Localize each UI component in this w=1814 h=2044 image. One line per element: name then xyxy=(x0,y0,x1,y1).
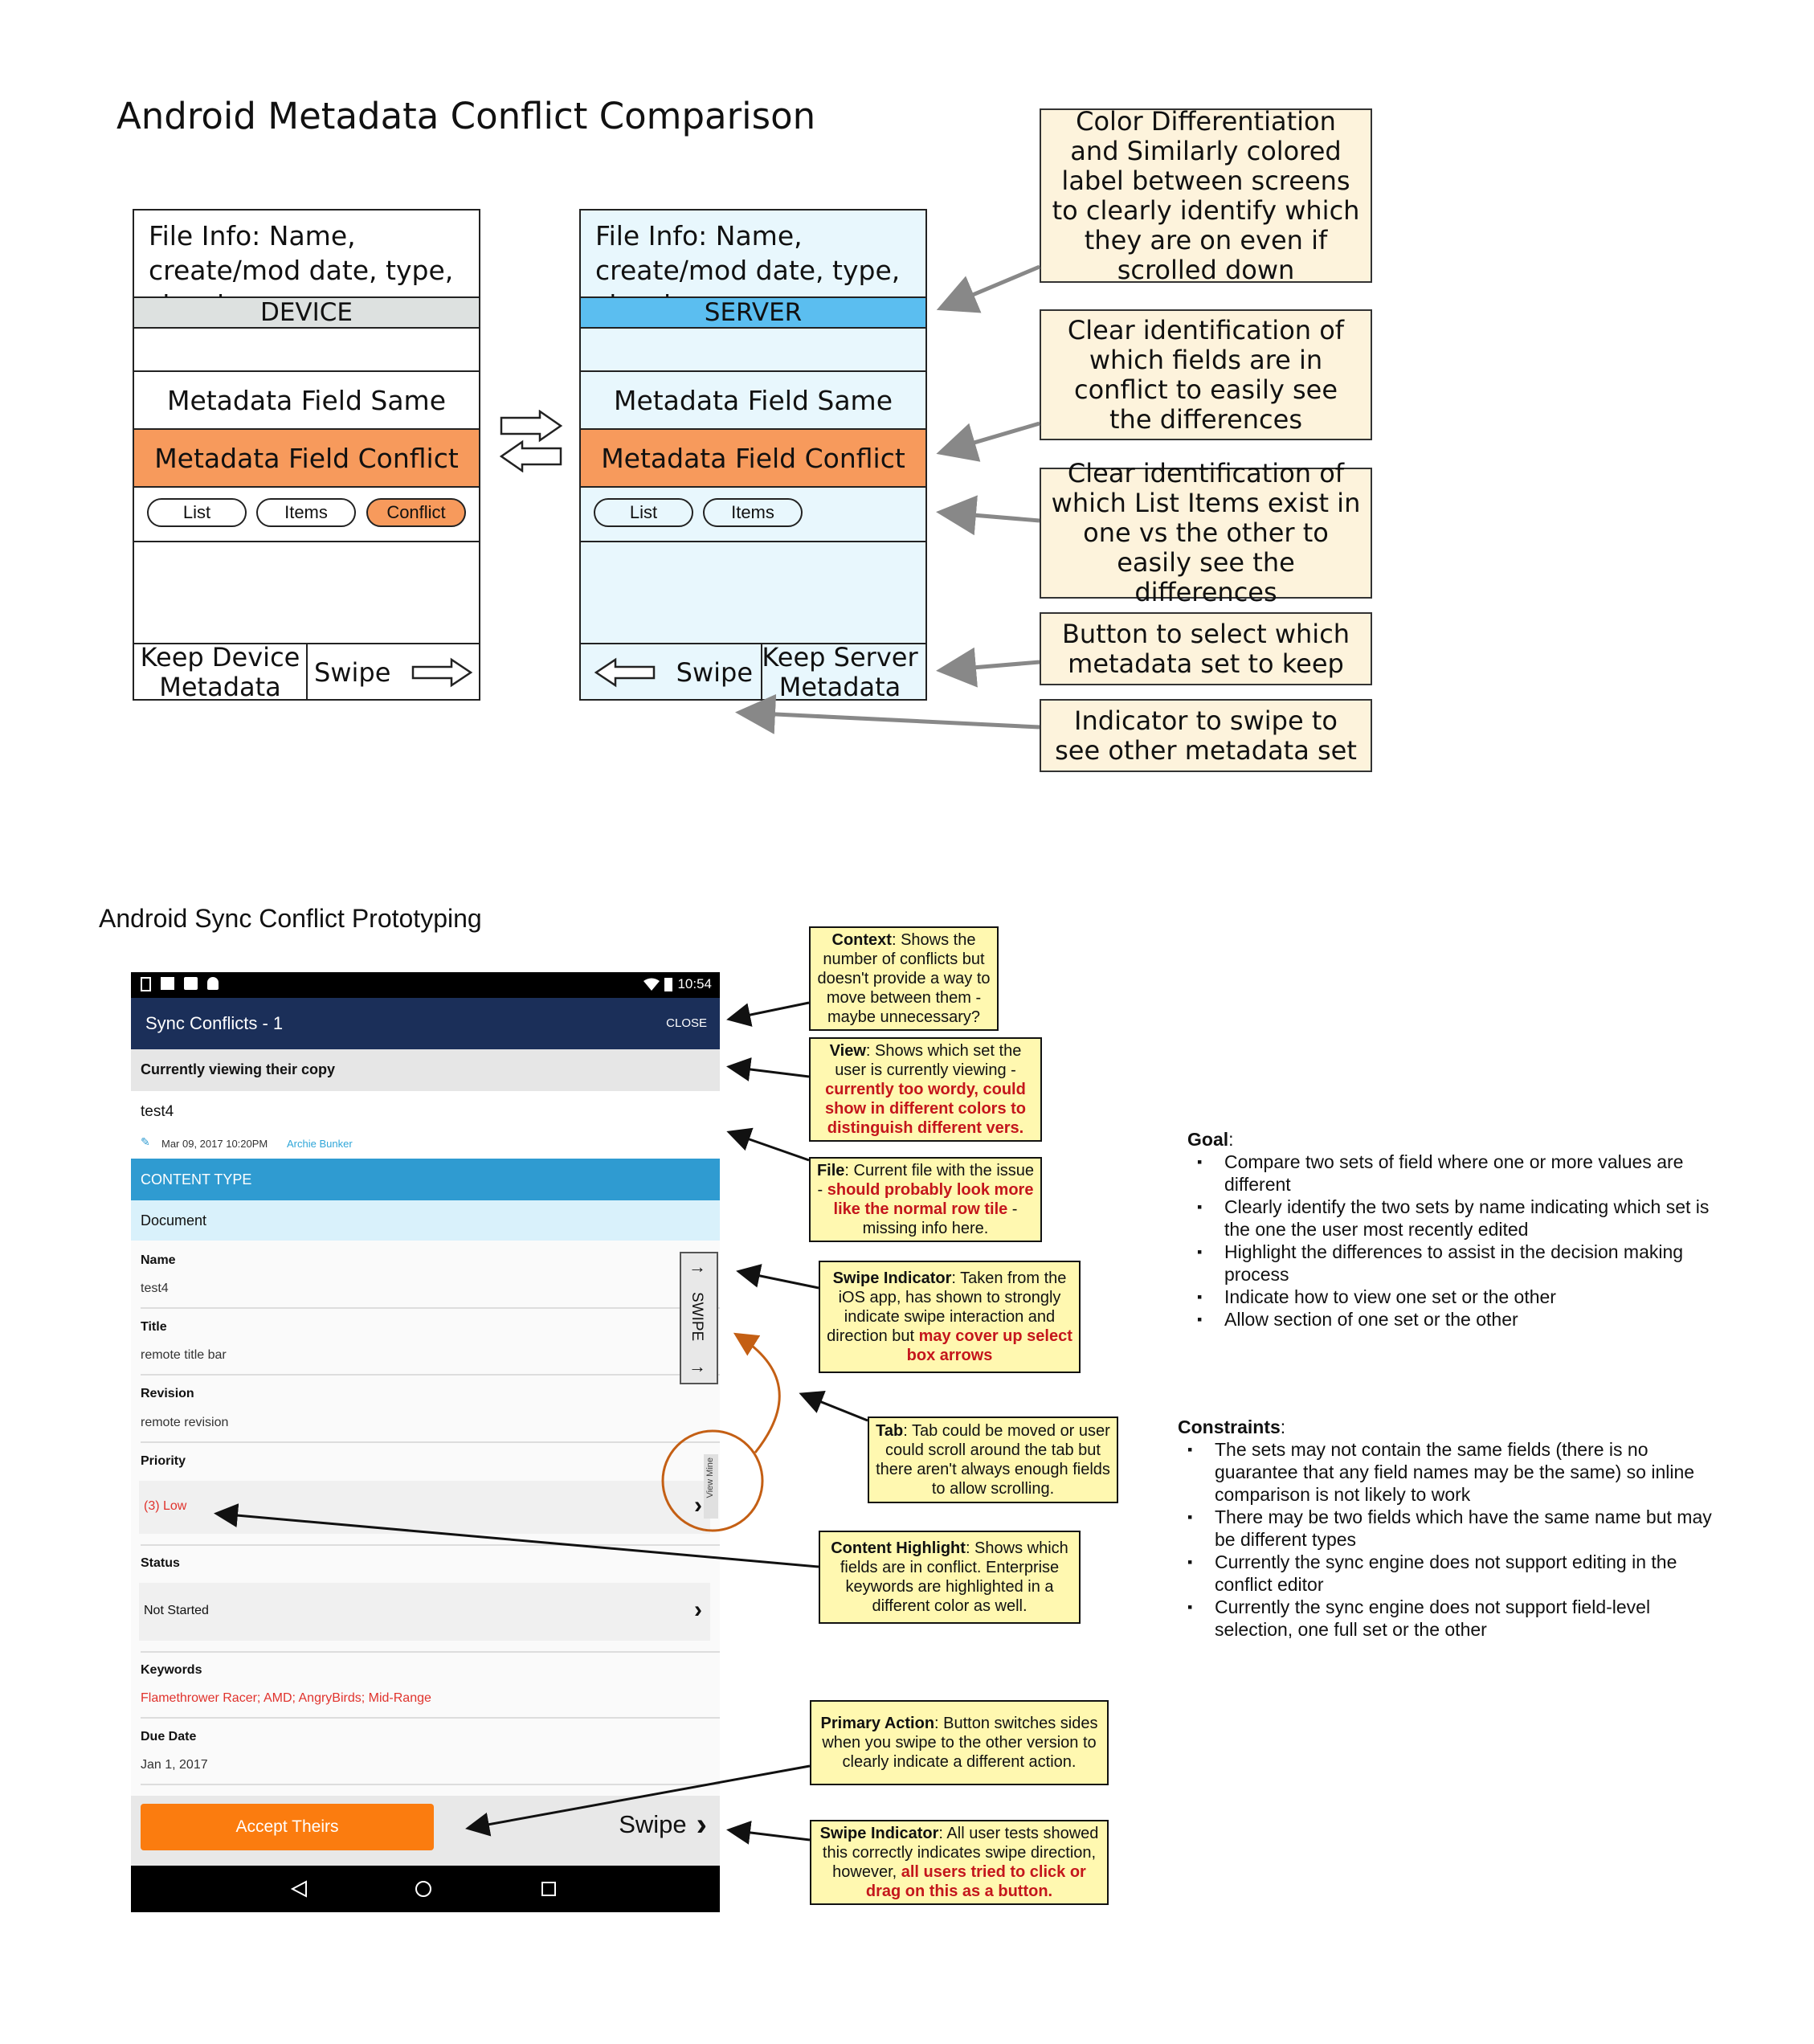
constraints-heading: Constraints xyxy=(1178,1416,1281,1437)
accept-theirs-button[interactable]: Accept Theirs xyxy=(141,1804,434,1850)
server-pill-items[interactable]: Items xyxy=(703,498,803,527)
device-label: DEVICE xyxy=(134,298,479,329)
note-color-differentiation: Color Differentiation and Similarly colored label between screens to clearly identify which they are on even if scrolled down xyxy=(1040,108,1372,283)
note-conflict-fields: Clear identification of which fields are in conflict to easily see the differences xyxy=(1040,309,1372,440)
priority-value: (3) Low xyxy=(144,1499,187,1513)
title-value[interactable]: remote title bar xyxy=(141,1348,227,1362)
note-context-head: Context xyxy=(831,931,892,949)
server-field-conflict: Metadata Field Conflict xyxy=(581,430,925,488)
keywords-label: Keywords xyxy=(141,1663,202,1677)
constraint-item: ▪ Currently the sync engine does not support editing in the conflict editor xyxy=(1215,1551,1718,1596)
note-context-body: : Shows the number of conflicts but doesn't provide a way to move between them - maybe unnecessary? xyxy=(817,931,991,1026)
due-date-value[interactable]: Jan 1, 2017 xyxy=(141,1758,208,1772)
note-swipeind-head: Swipe Indicator xyxy=(832,1269,952,1287)
device-pill-list[interactable]: List xyxy=(147,498,247,527)
note-tab-body: : Tab could be moved or user could scroll around the tab but there aren't always enough fields to allow scrolling. xyxy=(876,1422,1110,1498)
status-time: 10:54 xyxy=(677,976,712,991)
swipe-tab-label: SWIPE xyxy=(688,1292,705,1342)
note-primary-body: : Button switches sides when you swipe to the other version to clearly indicate a different action. xyxy=(822,1715,1098,1771)
note-swipeind-body: : Taken from the iOS app, has shown to strongly indicate swipe interaction and direction but xyxy=(827,1269,1067,1345)
device-pill-conflict[interactable]: Conflict xyxy=(366,498,466,527)
note-file-head: File xyxy=(816,1162,845,1179)
goal-item: ▪ Indicate how to view one set or the other xyxy=(1224,1286,1718,1308)
due-date-label: Due Date xyxy=(141,1730,197,1744)
note-swipeind2-head: Swipe Indicator xyxy=(819,1825,939,1842)
note-file-red: should probably look more like the normal row tile xyxy=(827,1181,1034,1218)
status-value: Not Started xyxy=(144,1604,209,1617)
note-tab xyxy=(868,1416,1118,1503)
chevron-right-icon: › xyxy=(696,1807,707,1842)
arrow-right-icon: → xyxy=(688,1356,706,1376)
server-swipe-label: Swipe xyxy=(676,656,753,688)
constraint-item: ▪ The sets may not contain the same fields (there is no guarantee that any field names may be the same) so inline comparison is not likely to work xyxy=(1215,1438,1718,1506)
goal-item: ▪ Highlight the differences to assist in the decision making process xyxy=(1224,1241,1718,1286)
note-file-tail: - missing info here. xyxy=(862,1200,1018,1237)
file-author: Archie Bunker xyxy=(287,1138,353,1150)
chevron-right-icon: › xyxy=(694,1492,702,1519)
close-button[interactable]: CLOSE xyxy=(666,1016,707,1030)
goal-item: ▪ Clearly identify the two sets by name indicating which set is the one the user most recently edited xyxy=(1224,1196,1718,1241)
bottom-connector-arrows xyxy=(0,884,884,1928)
prototype-title: Android Sync Conflict Prototyping xyxy=(99,904,482,933)
note-swipeind2-body: : All user tests showed this correctly indicates swipe direction, however, xyxy=(822,1825,1099,1881)
constraint-item: ▪ There may be two fields which have the same name but may be different types xyxy=(1215,1506,1718,1551)
server-pill-list[interactable]: List xyxy=(594,498,693,527)
server-file-info: File Info: Name, create/mod date, type, xyxy=(581,211,925,298)
view-mine-label: View Mine xyxy=(705,1457,715,1498)
note-swipe-indicator: Indicator to swipe to see other metadata set xyxy=(1040,699,1372,772)
arrow-right-icon: → xyxy=(688,1257,706,1277)
goal-heading: Goal xyxy=(1187,1129,1229,1150)
note-view-body: : Shows which set the user is currently viewing - xyxy=(835,1042,1022,1079)
note-file-body: : Current file with the issue - xyxy=(817,1162,1035,1199)
server-label: SERVER xyxy=(581,298,925,329)
content-type-value-text: Document xyxy=(141,1212,207,1228)
note-list-items: Clear identification of which List Items exist in one vs the other to easily see the differences xyxy=(1040,468,1372,599)
content-type-header-text: CONTENT TYPE xyxy=(141,1171,252,1188)
pencil-icon: ✎ xyxy=(141,1135,150,1148)
diagram-title: Android Metadata Conflict Comparison xyxy=(116,95,816,137)
note-tab-head: Tab xyxy=(876,1422,904,1440)
note-keep-button: Button to select which metadata set to keep xyxy=(1040,612,1372,685)
title-label: Title xyxy=(141,1320,167,1334)
note-highlight-body: : Shows which fields are in conflict. Enterprise keywords are highlighted in a different color as well. xyxy=(840,1539,1068,1615)
top-connector-arrows xyxy=(0,0,1814,803)
note-primary-head: Primary Action xyxy=(820,1715,935,1732)
keep-device-button[interactable]: Keep Device Metadata xyxy=(134,644,308,701)
device-pill-items[interactable]: Items xyxy=(256,498,356,527)
device-field-same: Metadata Field Same xyxy=(134,372,479,430)
goal-item: ▪ Allow section of one set or the other xyxy=(1224,1308,1718,1331)
device-field-conflict: Metadata Field Conflict xyxy=(134,430,479,488)
note-highlight-head: Content Highlight xyxy=(831,1539,966,1557)
status-label: Status xyxy=(141,1556,180,1570)
keywords-value[interactable]: Flamethrower Racer; AMD; AngryBirds; Mid-Range xyxy=(141,1691,431,1705)
note-view-head: View xyxy=(829,1042,866,1060)
goal-section: Goal: ▪ Compare two sets of field where one or more values are different ▪ Clearly identify the two sets by name indicating which set is the one the user most recently edited ▪ Highlight the differences to assist in the decision making process ▪ Indicate how to view one set or the other ▪ Allow section of one set or the other xyxy=(1187,1128,1718,1331)
file-meta: Mar 09, 2017 10:20PM xyxy=(161,1138,268,1150)
app-bar-title: Sync Conflicts - 1 xyxy=(145,1013,284,1033)
file-name: test4 xyxy=(141,1103,174,1120)
revision-value[interactable]: remote revision xyxy=(141,1416,229,1429)
device-file-info: File Info: Name, create/mod date, type, xyxy=(134,211,479,298)
note-swipeind2-red: all users tried to click or drag on this as a button. xyxy=(865,1863,1086,1900)
viewing-text: Currently viewing their copy xyxy=(141,1061,336,1077)
chevron-right-icon: › xyxy=(694,1596,702,1623)
name-value[interactable]: test4 xyxy=(141,1282,169,1295)
swipe-bottom-label: Swipe xyxy=(619,1810,687,1838)
constraints-section: Constraints: ▪ The sets may not contain the same fields (there is no guarantee that any field names may be the same) so inline comparison is not likely to work ▪ There may be two fields which have the same name but may be different types ▪ Currently the sync engine does not support editing in the conflict editor ▪ Currently the sync engine does not support field-level selection, one full set or the other xyxy=(1178,1416,1718,1641)
constraint-item: ▪ Currently the sync engine does not support field-level selection, one full set or the other xyxy=(1215,1596,1718,1641)
device-swipe-label: Swipe xyxy=(314,656,391,688)
note-swipeind-red: may cover up select box arrows xyxy=(906,1327,1072,1364)
server-field-same: Metadata Field Same xyxy=(581,372,925,430)
keep-server-button[interactable]: Keep Server Metadata xyxy=(762,642,918,702)
priority-label: Priority xyxy=(141,1454,186,1468)
goal-item: ▪ Compare two sets of field where one or more values are different xyxy=(1224,1151,1718,1196)
revision-label: Revision xyxy=(141,1387,194,1400)
name-label: Name xyxy=(141,1253,176,1267)
note-view-red: currently too wordy, could show in different colors to distinguish different vers. xyxy=(824,1081,1026,1137)
